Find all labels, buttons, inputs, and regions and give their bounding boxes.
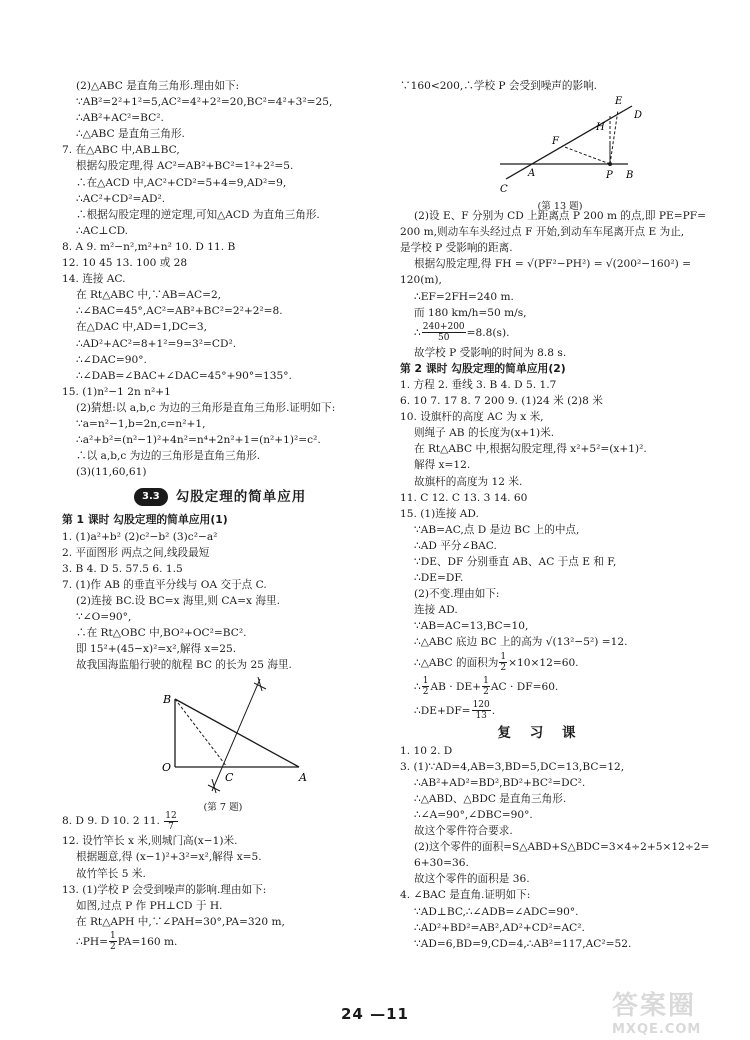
label-a: A xyxy=(299,771,307,785)
label-e: E xyxy=(615,96,623,108)
frac-den: 2 xyxy=(483,687,489,698)
line: ∴AD²+AC²=8+1²=9=3²=CD². xyxy=(76,337,237,350)
line: ∴∠A=90°,∠DBC=90°. xyxy=(414,809,533,821)
line-text: 8. D 9. D 10. 2 11. xyxy=(62,815,160,828)
figure-7 xyxy=(62,673,384,814)
label-b: B xyxy=(163,693,172,707)
frac-num: 1 xyxy=(422,676,429,687)
page-number: 24 —11 xyxy=(341,1005,409,1023)
line: ∴AC²+CD²=AD². xyxy=(76,192,166,205)
figure-7-caption: (第 7 题) xyxy=(203,802,243,814)
fraction-1-2 xyxy=(422,676,430,697)
line: 15. (1)连接 AD. xyxy=(400,507,479,520)
line: ∵a=n²−1,b=2n,c=n²+1, xyxy=(76,417,206,430)
line-text: ∴ xyxy=(414,326,421,339)
figure-13 xyxy=(400,94,720,213)
line: 2. 平面图形 两点之间,线段最短 xyxy=(62,546,210,559)
fraction-120-13 xyxy=(472,700,491,721)
line-answer xyxy=(400,699,720,723)
line: (2)设 E、F 分别为 CD 上距离点 P 200 m 的点,即 PE=PF= xyxy=(414,210,706,223)
line: 12. 设竹竿长 x 米,则城门高(x−1)米. xyxy=(62,835,238,848)
label-p: P xyxy=(606,170,613,182)
line: 故旗杆的高度为 12 米. xyxy=(414,475,523,488)
line: 6. 10 7. 17 8. 7 200 9. (1)24 米 (2)8 米 xyxy=(400,395,603,408)
line: 则绳子 AB 的长度为(x+1)米. xyxy=(414,427,555,440)
line: ∴△ABD、△BDC 是直角三角形. xyxy=(414,792,567,805)
line: ∴∠DAC=90°. xyxy=(76,353,147,366)
line: (2)不变.理由如下: xyxy=(414,588,500,601)
lesson-title: 第 2 课时 勾股定理的简单应用(2) xyxy=(400,361,566,375)
line: 1. (1)a²+b² (2)c²−b² (3)c²−a² xyxy=(62,530,218,543)
line: ∵160<200,∴学校 P 会受到噪声的影响. xyxy=(400,80,598,92)
frac-den: 2 xyxy=(500,663,507,674)
line: ∴以 a,b,c 为边的三角形是直角三角形. xyxy=(76,450,261,463)
line: 14. 连接 AC. xyxy=(62,273,126,286)
line-text: ×10×12=60. xyxy=(508,656,579,669)
line: (2)这个零件的面积=S△ABD+S△BDC=3×4÷2+5×12÷2= xyxy=(414,841,710,854)
line: 根据勾股定理,得 FH = √(PF²−PH²) = √(200²−160²) = xyxy=(414,258,692,271)
line: (3)(11,60,61) xyxy=(76,466,147,479)
frac-den: 2 xyxy=(422,687,429,698)
watermark-text: 答案圈 xyxy=(612,991,697,1021)
line-ph xyxy=(62,930,384,954)
line: 连接 AD. xyxy=(414,604,458,617)
left-column xyxy=(62,78,384,954)
line: 13. (1)学校 P 会受到噪声的影响.理由如下: xyxy=(62,883,267,896)
label-f: F xyxy=(552,136,559,148)
line: ∵AB=AC,点 D 是边 BC 上的中点, xyxy=(414,523,580,536)
fraction-1-2 xyxy=(499,652,507,673)
line: 7. (1)作 AB 的垂直平分线与 OA 交于点 C. xyxy=(62,578,267,591)
label-c: C xyxy=(500,184,508,195)
review-title: 复 习 课 xyxy=(497,724,583,741)
line: 故这个零件的面积是 36. xyxy=(414,873,530,886)
watermark-url: MXQE.COM xyxy=(612,1022,702,1037)
line-text: ∴ xyxy=(414,680,421,693)
line: ∴根据勾股定理的逆定理,可知△ACD 为直角三角形. xyxy=(76,208,320,221)
fraction-time xyxy=(422,322,466,343)
line: 8. A 9. m²−n²,m²+n² 10. D 11. B xyxy=(62,240,236,253)
line: 故竹竿长 5 米. xyxy=(76,867,146,880)
section-title: 勾股定理的简单应用 xyxy=(175,489,307,506)
line-text: ∴DE+DF= xyxy=(414,704,471,717)
line: 3. (1)∵AD=4,AB=3,BD=5,DC=13,BC=12, xyxy=(400,760,625,773)
line: ∴a²+b²=(n²−1)²+4n²=n⁴+2n²+1=(n²+1)²=c². xyxy=(76,434,321,447)
line: 1. 方程 2. 垂线 3. B 4. D 5. 1.7 xyxy=(400,378,557,391)
line: ∴在△ACD 中,AC²+CD²=5+4=9,AD²=9, xyxy=(76,176,287,189)
frac-num: 120 xyxy=(472,700,490,711)
frac-num: 12 xyxy=(165,810,177,821)
line: 是学校 P 受影响的距离. xyxy=(400,242,513,255)
frac-den: 2 xyxy=(109,942,116,953)
line-text: PA=160 m. xyxy=(117,935,178,948)
line: ∵AD⊥BC,∴∠ADB=∠ADC=90°. xyxy=(414,905,579,918)
frac-num: 1 xyxy=(109,931,116,942)
line: ∴DE=DF. xyxy=(414,572,464,585)
line-time xyxy=(400,321,720,345)
line-text: AB · DE+ xyxy=(430,680,482,693)
line: ∵∠O=90°, xyxy=(76,611,132,623)
line: 200 m,则动车车头经过点 F 开始,到动车车尾离开点 E 为止, xyxy=(400,226,685,239)
line: 12. 10 45 13. 100 或 28 xyxy=(62,257,188,270)
line: 7. 在△ABC 中,AB⊥BC, xyxy=(62,144,180,157)
fraction-1-2 xyxy=(109,931,117,952)
line: ∴∠BAC=45°,AC²=AB²+BC²=2²+2²=8. xyxy=(76,305,283,318)
line: ∵AD=6,BD=9,CD=4,∴AB²=117,AC²=52. xyxy=(414,937,632,950)
line: ∴AC⊥CD. xyxy=(76,224,129,237)
fraction-1-2 xyxy=(482,676,490,697)
line: 故我国海监船行驶的航程 BC 的长为 25 海里. xyxy=(76,659,292,672)
line: ∵AB=AC=13,BC=10, xyxy=(414,620,529,633)
line: ∵AB²=2²+1²=5,AC²=4²+2²=20,BC²=4²+3²=25, xyxy=(76,96,333,109)
label-b: B xyxy=(626,170,634,182)
line: 3. B 4. D 5. 57.5 6. 1.5 xyxy=(62,562,183,575)
section-number: 3.3 xyxy=(134,488,168,506)
line: (2)连接 BC.设 BC=x 海里,则 CA=x 海里. xyxy=(76,594,280,607)
frac-den: 7 xyxy=(168,821,174,832)
line: ∴EF=2FH=240 m. xyxy=(414,290,514,303)
line: 在 Rt△ABC 中,∵AB=AC=2, xyxy=(76,289,222,302)
line: ∴在 Rt△OBC 中,BO²+OC²=BC². xyxy=(76,627,247,640)
line: 在△DAC 中,AD=1,DC=3, xyxy=(76,321,208,334)
line: 10. 设旗杆的高度 AC 为 x 米, xyxy=(400,411,544,424)
frac-num: 1 xyxy=(483,676,489,687)
line: ∴AD 平分∠BAC. xyxy=(414,539,497,552)
line-text: . xyxy=(491,704,496,717)
label-d: D xyxy=(634,110,643,122)
line: ∴AB²+AD²=BD²,BD²+BC²=DC². xyxy=(414,776,586,789)
line: 如图,过点 P 作 PH⊥CD 于 H. xyxy=(76,899,223,912)
line-sum xyxy=(400,675,720,699)
line: 根据题意,得 (x−1)²+3²=x²,解得 x=5. xyxy=(76,851,262,864)
line: 故这个零件符合要求. xyxy=(414,825,513,838)
section-banner xyxy=(134,488,384,506)
line: 6+30=36. xyxy=(414,857,469,870)
line: 而 180 km/h=50 m/s, xyxy=(414,306,527,319)
figure-13-caption: (第 13 题) xyxy=(537,201,583,213)
line: 故学校 P 受影响的时间为 8.8 s. xyxy=(414,346,567,359)
line: 在 Rt△APH 中,∵∠PAH=30°,PA=320 m, xyxy=(76,915,285,928)
label-h: H xyxy=(596,122,605,134)
line: 解得 x=12. xyxy=(414,459,471,472)
line-text: ∴△ABC 的面积为 xyxy=(414,656,499,669)
label-o: O xyxy=(162,761,172,775)
frac-den: 50 xyxy=(437,333,450,344)
line: 11. C 12. C 13. 3 14. 60 xyxy=(400,491,528,504)
line: 即 15²+(45−x)²=x²,解得 x=25. xyxy=(76,643,237,656)
watermark-logo xyxy=(612,985,742,1037)
line: 1. 10 2. D xyxy=(400,744,453,757)
line: ∴△ABC 是直角三角形. xyxy=(76,128,185,141)
line: ∴AB²+AC²=BC². xyxy=(76,112,164,125)
line: ∴△ABC 底边 BC 上的高为 √(13²−5²) =12. xyxy=(414,636,628,649)
line: (2)△ABC 是直角三角形.理由如下: xyxy=(76,80,240,92)
line: ∵DE、DF 分别垂直 AB、AC 于点 E 和 F, xyxy=(414,555,617,568)
lesson-title: 第 1 课时 勾股定理的简单应用(1) xyxy=(62,513,228,527)
right-column xyxy=(400,78,720,952)
frac-num: 240+200 xyxy=(422,322,465,333)
line: 4. ∠BAC 是直角.证明如下: xyxy=(400,889,531,902)
line: ∴AD²+BD²=AB²,AD²+CD²=AC². xyxy=(414,921,585,934)
line-text: AC · DF=60. xyxy=(490,680,559,693)
figure-7-diagram xyxy=(62,673,384,795)
line-text: =8.8(s). xyxy=(466,326,510,339)
line-area xyxy=(400,651,720,675)
line: ∴∠DAB=∠BAC+∠DAC=45°+90°=135°. xyxy=(76,369,292,382)
label-c: C xyxy=(225,771,234,785)
frac-num: 1 xyxy=(500,652,507,663)
line: 120(m), xyxy=(400,274,442,287)
label-a: A xyxy=(528,168,536,180)
line-text: ∴PH= xyxy=(76,935,108,948)
line: 根据勾股定理,得 AC²=AB²+BC²=1²+2²=5. xyxy=(76,160,294,173)
line: 15. (1)n²−1 2n n²+1 xyxy=(62,385,171,398)
line: (2)猜想:以 a,b,c 为边的三角形是直角三角形.证明如下: xyxy=(76,401,336,414)
figure-13-diagram xyxy=(400,94,720,194)
frac-den: 13 xyxy=(475,711,487,722)
line: 在 Rt△ABC 中,根据勾股定理,得 x²+5²=(x+1)². xyxy=(414,443,647,456)
